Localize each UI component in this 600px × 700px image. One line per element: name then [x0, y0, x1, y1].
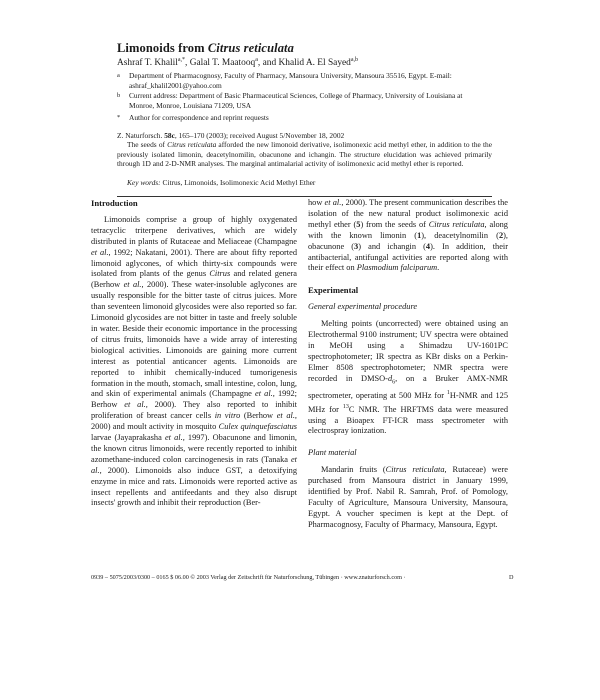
introduction-paragraph: Limonoids comprise a group of highly oxygenated tetracyclic triterpene derivatives, which are widely distributed in plants of Rutaceae and Meliaceae (Champagne et al., 1992; Nakatani, 2001). There are about fifty reported limonoid aglycones, of which thirty-six compounds were isolated from plants of the genus Citrus and related genera (Berhow et al., 2000). These water-insoluble aglycones are usually responsible for the bitter taste of citrus juices. More than seventeen limonoid glycosides were also reported so far. Limonoid glycosides are not bitter in taste and freely soluble in water. Beside their economic importance in the processing of citrus fruits, limonoids have a wide array of interesting biological activities. Limonoids are gaining more current interest as potential anticancer agents. Limonoids are reported to inhibit chemically-induced tumorigenesis formation in the mouth, stomach, small intestine, colon, lung, and skin of experimental animals (Champagne et al., 1992; Berhow et al., 2000). They also reported to inhibit proliferation of breast cancer cells in vitro (Berhow et al., 2000) and moult activity in mosquito Culex quinquefasciatus larvae (Jayaprakasha et al., 1997). Obacunone and limonin, the known citrus limonoids, were recently reported to inhibit azomethane-induced colon carcinogenesis in rats (Tanaka et al., 2000). Limonoids also induce GST, a detoxifying enzyme in mice and rats. Limonoids were reported active as insect repellents and antifeedants and they also disrupt insects' growth and inhibit their reproduction (Ber-: [91, 214, 298, 508]
author-1: Ashraf T. Khalil: [117, 58, 178, 69]
abstract-species: Citrus reticulata: [167, 140, 217, 149]
citation-details: , 165–170 (2003); received August 5/November 18, 2002: [174, 131, 345, 140]
author-3-affil: a,b: [350, 57, 359, 63]
subsection-heading-plant: Plant material: [308, 448, 357, 458]
citation-journal: Z. Naturforsch.: [117, 131, 165, 140]
left-column: [91, 198, 297, 509]
abstract-text: afforded the new limonoid derivative, isolimonexic acid methyl ether, in addition to the the previously isolated limonin, deacetylnomilin, obacunone and ichangin. The structure elucidation was achieved primarily through 1D and 2-D-NMR analyses. The marginal antimalarial activity of isolimonexic acid methyl ether is reported.: [117, 140, 492, 168]
title-species: Citrus reticulata: [207, 41, 294, 55]
abstract: [117, 140, 492, 169]
affiliation-mark: b: [117, 92, 121, 99]
affiliation-mark: a: [117, 72, 120, 79]
keywords-label: Key words:: [127, 178, 161, 187]
author-3: Khalid A. El Sayed: [278, 58, 351, 69]
abstract-text: The seeds of: [127, 140, 168, 149]
introduction-continued: how et al., 2000). The present communication describes the isolation of the new natural product isolimonexic acid methyl ether (5) from the seeds of Citrus reticulata, along with the known limonin (1), deacetylnomilin (2), obacunone (3) and ichangin (4). In addition, their antibacterial, antifungal activities are reported along with their effect on Plasmodium falciparum.: [308, 198, 508, 273]
subsection-heading-general: General experimental procedure: [308, 302, 418, 312]
affiliation-text: Current address: Department of Basic Pharmaceutical Sciences, College of Pharmacy, University of Louisiana at Monroe, Monroe, Louisiana 71209, USA: [129, 91, 463, 110]
author-2: Galal T. Maatooq: [189, 58, 256, 69]
affiliation-a: [117, 71, 469, 91]
spacer: [308, 274, 508, 285]
author-separator: , and: [257, 58, 279, 69]
right-column: [308, 198, 508, 531]
affiliation-text: Department of Pharmacognosy, Faculty of Pharmacy, Mansoura University, Mansoura 35516, Egypt. E-mail: ashraf_khalil2001@yahoo.com: [129, 71, 452, 90]
affiliation-text: Author for correspondence and reprint requests: [129, 113, 269, 122]
author-1-affil: a,*: [177, 57, 186, 63]
page-footer: [91, 574, 521, 581]
keywords-text: Citrus, Limonoids, Isolimonexic Acid Methyl Ether: [160, 178, 316, 187]
keywords: [117, 178, 492, 188]
author-line: [117, 57, 358, 68]
author-2-affil: a: [255, 57, 258, 63]
plant-material-paragraph: Mandarin fruits (Citrus reticulata, Rutaceae) were purchased from Mansoura district in January 1999, identified by Prof. Nabil R. Samrah, Prof. of Pomology, Faculty of Agriculture, Mansoura University, Mansoura, Egypt. A voucher specimen is kept at the Dept. of Pharmacognosy, Faculty of Pharmacy, Mansoura, Egypt.: [308, 465, 508, 529]
section-heading-experimental: Experimental: [308, 285, 359, 296]
article-title: [117, 41, 294, 56]
spacer: [308, 437, 508, 448]
footer-text: 0939 – 5075/2003/0300 – 0165 $ 06.00 © 2003 Verlag der Zeitschrift für Naturforschung, Tübingen · www.znaturforsch.com ·: [91, 574, 406, 581]
affiliation-corresponding: [117, 113, 469, 123]
affiliation-mark: *: [117, 114, 121, 121]
citation-volume: 58c: [164, 131, 175, 140]
header-divider: [117, 196, 492, 197]
footer-page-mark: D: [509, 574, 514, 581]
affiliation-b: [117, 91, 469, 111]
title-text: Limonoids from: [117, 41, 208, 55]
author-separator: ,: [185, 58, 190, 69]
section-heading-introduction: Introduction: [91, 198, 138, 208]
general-procedure-paragraph: Melting points (uncorrected) were obtained using an Electrothermal 9100 instrument; UV spectra were obtained in MeOH using a Shimadzu UV-1601PC spectrophotometer; IR spectra as KBr disks on a Perkin-Elmer 8508 spectrophotometer; NMR spectra were recorded in DMSO-$d_6$, on a Bruker AMX-NMR spectrometer, operating at 500 MHz for $^1$H-NMR and 125 MHz for $^{13}$C NMR. The HRFTMS data were measured using a Bioapex FT-ICR mass spectrometer with electrospray ionization.: [308, 319, 508, 436]
